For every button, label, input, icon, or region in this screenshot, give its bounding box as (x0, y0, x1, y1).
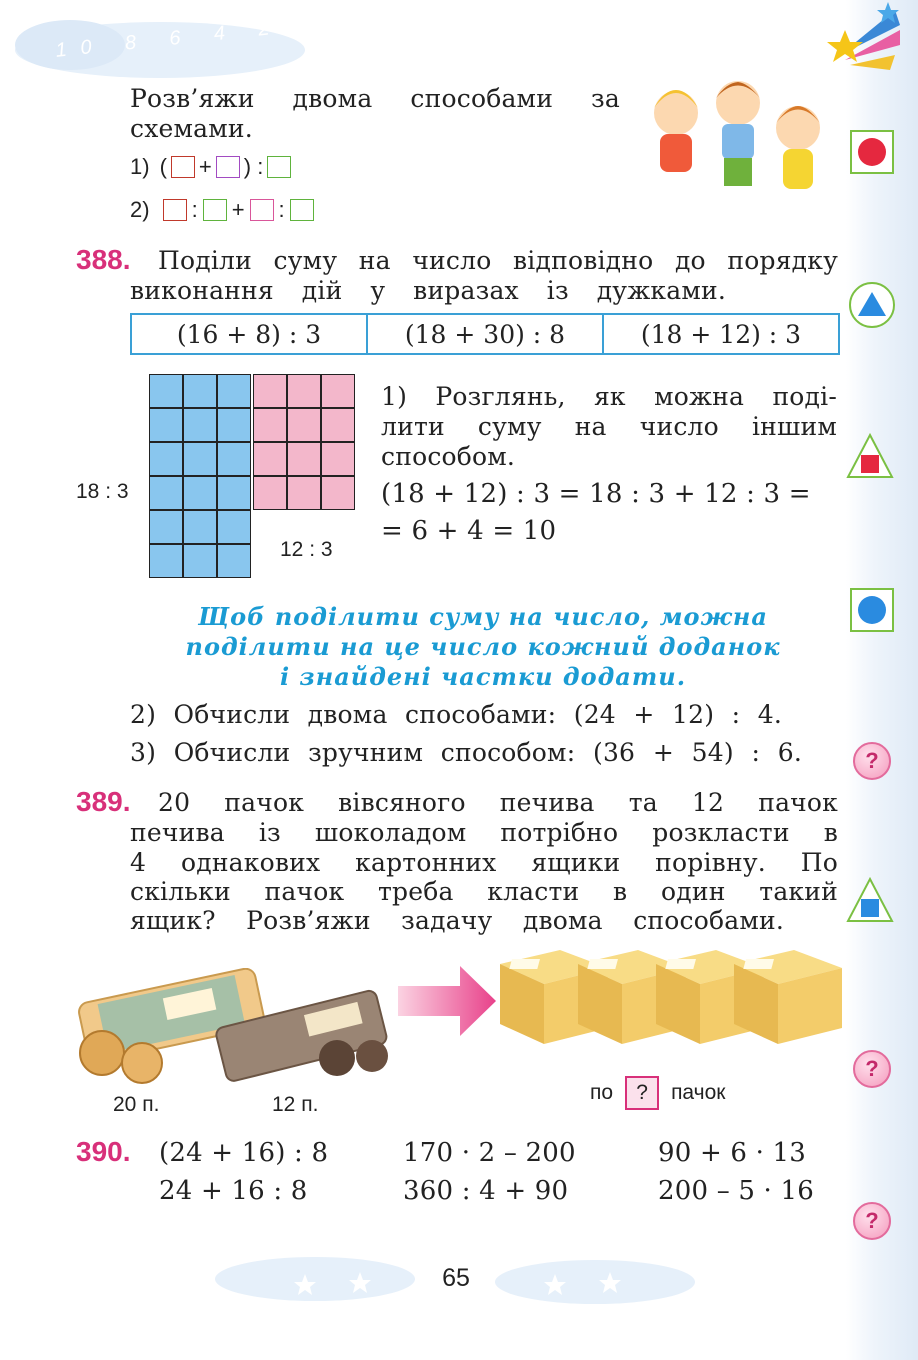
equation-2: = 6 + 4 = 10 (381, 516, 557, 546)
t389-line-5: ящик? Розв’яжи задачу двома способами. (130, 906, 784, 935)
question-icon: ? (853, 1050, 891, 1088)
question-icon: ? (853, 1202, 891, 1240)
scheme-box (171, 156, 195, 178)
t388-line-1: Поділи суму на число відповідно до порядку (158, 246, 838, 275)
task-number-389: 389. (76, 786, 131, 817)
margin-strip (846, 0, 918, 1360)
equation-1: (18 + 12) : 3 = 18 : 3 + 12 : 3 = (381, 479, 811, 509)
expression-table (130, 313, 840, 355)
task-number-388: 388. (76, 244, 131, 275)
cookie-packs-illustration (72, 968, 402, 1088)
expression-cell: (18 + 12) : 3 (602, 315, 838, 353)
grid-label-left: 18 : 3 (76, 480, 129, 503)
scheme-1-prefix: 1) (130, 154, 150, 179)
question-icon: ? (853, 742, 891, 780)
arrow-right-icon (398, 966, 498, 1036)
blue-triangle-icon (849, 282, 895, 328)
rule-line-2: поділити на це число кожний доданок (185, 632, 781, 661)
grid-label-right: 12 : 3 (280, 538, 333, 561)
expr-1-1: (24 + 16) : 8 (159, 1138, 329, 1168)
t388-line-2: виконання дій у виразах із дужками. (130, 276, 726, 305)
t389-line-2: печива із шоколадом потрібно розкласти в (130, 818, 838, 847)
scheme-box (216, 156, 240, 178)
scheme-box (250, 199, 274, 221)
scheme-box (203, 199, 227, 221)
scheme-1: 1) ( + ) : (130, 154, 291, 180)
expr-1-2: 24 + 16 : 8 (159, 1176, 308, 1206)
t389-line-3: 4 однакових картонних ящики порівну. По (130, 848, 838, 877)
task-number-390: 390. (76, 1136, 131, 1167)
red-square-in-triangle-icon (846, 432, 894, 480)
red-circle-icon (850, 130, 894, 174)
expr-3-1: 90 + 6 · 13 (658, 1138, 807, 1168)
blue-square-in-triangle-icon (846, 876, 894, 924)
blue-circle-icon (850, 588, 894, 632)
intro-line-2: схемами. (130, 114, 253, 143)
intro-line-1: Розв’яжи двома способами за (130, 84, 620, 113)
pack-label-12: 12 п. (272, 1093, 319, 1116)
scheme-box (163, 199, 187, 221)
step1-line-3: способом. (381, 442, 516, 471)
t389-line-4: скільки пачок треба класти в один такий (130, 877, 838, 906)
rule-line-1: Щоб поділити суму на число, можна (198, 602, 768, 631)
scheme-2: 2) : + : (130, 197, 314, 223)
expression-cell: (18 + 30) : 8 (366, 315, 602, 353)
answer-box: ? (625, 1076, 659, 1110)
scheme-2-prefix: 2) (130, 197, 150, 222)
page-number: 65 (442, 1264, 470, 1292)
answer-line (590, 1076, 725, 1110)
t389-line-1: 20 пачок вівсяного печива та 12 пачок (158, 788, 838, 817)
expression-cell: (16 + 8) : 3 (176, 319, 322, 349)
boxes-illustration (494, 944, 842, 1050)
scheme-box (290, 199, 314, 221)
step1-line-2: лити суму на число іншим (381, 412, 837, 441)
step-2: 2) Обчисли двома способами: (24 + 12) : 4. (130, 700, 782, 729)
kids-illustration (638, 68, 838, 203)
expr-3-2: 200 – 5 · 16 (658, 1176, 814, 1206)
step-3: 3) Обчисли зручним способом: (36 + 54) : 6. (130, 738, 802, 767)
pack-label-20: 20 п. (113, 1093, 160, 1116)
deco-numbers: 10 8 6 4 2 (54, 16, 285, 62)
expr-2-1: 170 · 2 – 200 (403, 1138, 576, 1168)
step1-line-1: 1) Розглянь, як можна поді- (381, 382, 837, 411)
answer-suffix: пачок (671, 1081, 726, 1104)
rule-line-3: і знайдені частки додати. (279, 662, 687, 691)
expr-2-2: 360 : 4 + 90 (403, 1176, 569, 1206)
scheme-box (267, 156, 291, 178)
answer-prefix: по (590, 1081, 614, 1104)
